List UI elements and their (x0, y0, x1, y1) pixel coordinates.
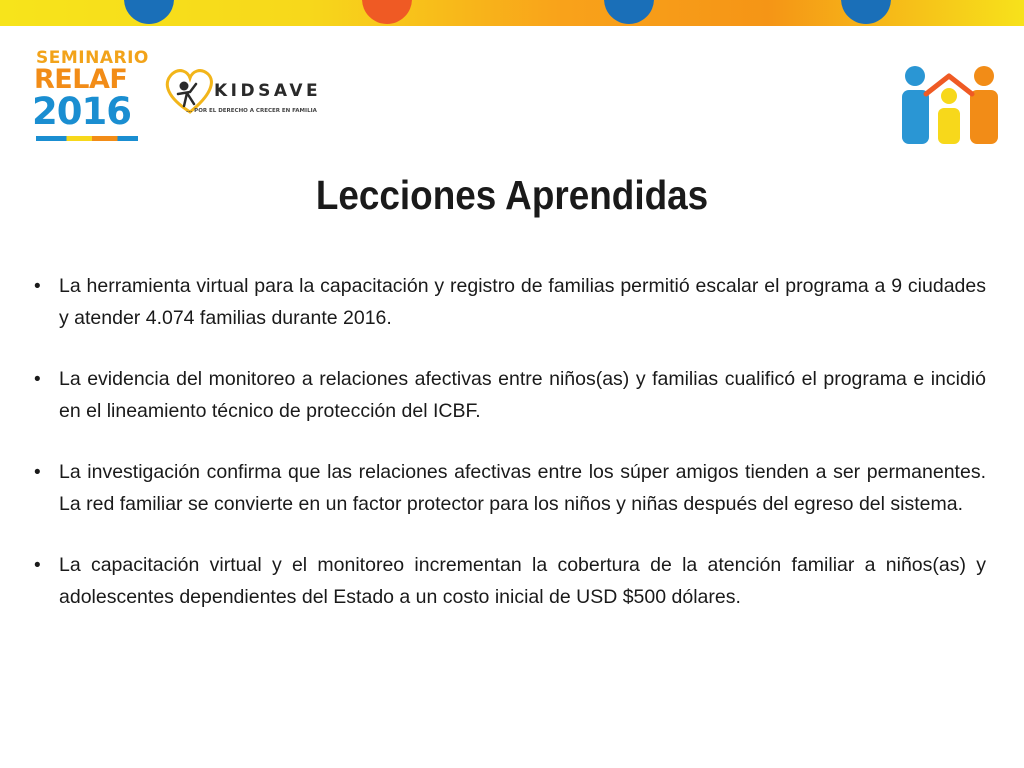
family-figures-icon (898, 64, 1000, 144)
bullet-text: La evidencia del monitoreo a relaciones afectivas entre niños(as) y familias cualificó el programa e incidió en el lineamiento técnico de protección del ICBF. (59, 368, 986, 422)
kidsave-logo (160, 62, 325, 122)
lessons-list (34, 271, 986, 643)
logo-year-text: 2016 (32, 90, 131, 133)
slide-title: Lecciones Aprendidas (315, 172, 709, 218)
bullet-text: La capacitación virtual y el monitoreo incrementan la cobertura de la atención familiar a niños(as) y adolescentes dependientes del Estado a un costo inicial de USD $500 dólares. (59, 554, 986, 608)
band-dot-blue-3 (841, 0, 891, 24)
logo-relaf-text: RELAF (34, 64, 128, 95)
top-decorative-band (0, 0, 1024, 26)
kidsave-tagline: ... POR EL DERECHO A CRECER EN FAMILIA (186, 108, 317, 114)
bullet-icon: • (34, 555, 41, 576)
bullet-icon: • (34, 276, 41, 297)
bullet-icon: • (34, 462, 41, 483)
band-dot-red (362, 0, 412, 24)
list-item (34, 364, 986, 427)
list-item (34, 550, 986, 613)
logo-seminario-text: SEMINARIO (36, 48, 149, 68)
band-dot-blue-2 (604, 0, 654, 24)
kidsave-wordmark: KIDSAVE (214, 81, 322, 101)
bullet-text: La herramienta virtual para la capacitación y registro de familias permitió escalar el programa a 9 ciudades y atender 4.074 familias durante 2016. (59, 275, 986, 329)
list-item (34, 457, 986, 520)
seminario-relaf-logo (32, 46, 149, 146)
bullet-icon: • (34, 369, 41, 390)
list-item (34, 271, 986, 334)
band-dot-blue-1 (124, 0, 174, 24)
bullet-text: La investigación confirma que las relaciones afectivas entre los súper amigos tienden a ser permanentes. La red familiar se convierte en un factor protector para los niños y niñas después del egreso del sistema. (59, 461, 986, 515)
logo-color-bars (36, 136, 138, 141)
